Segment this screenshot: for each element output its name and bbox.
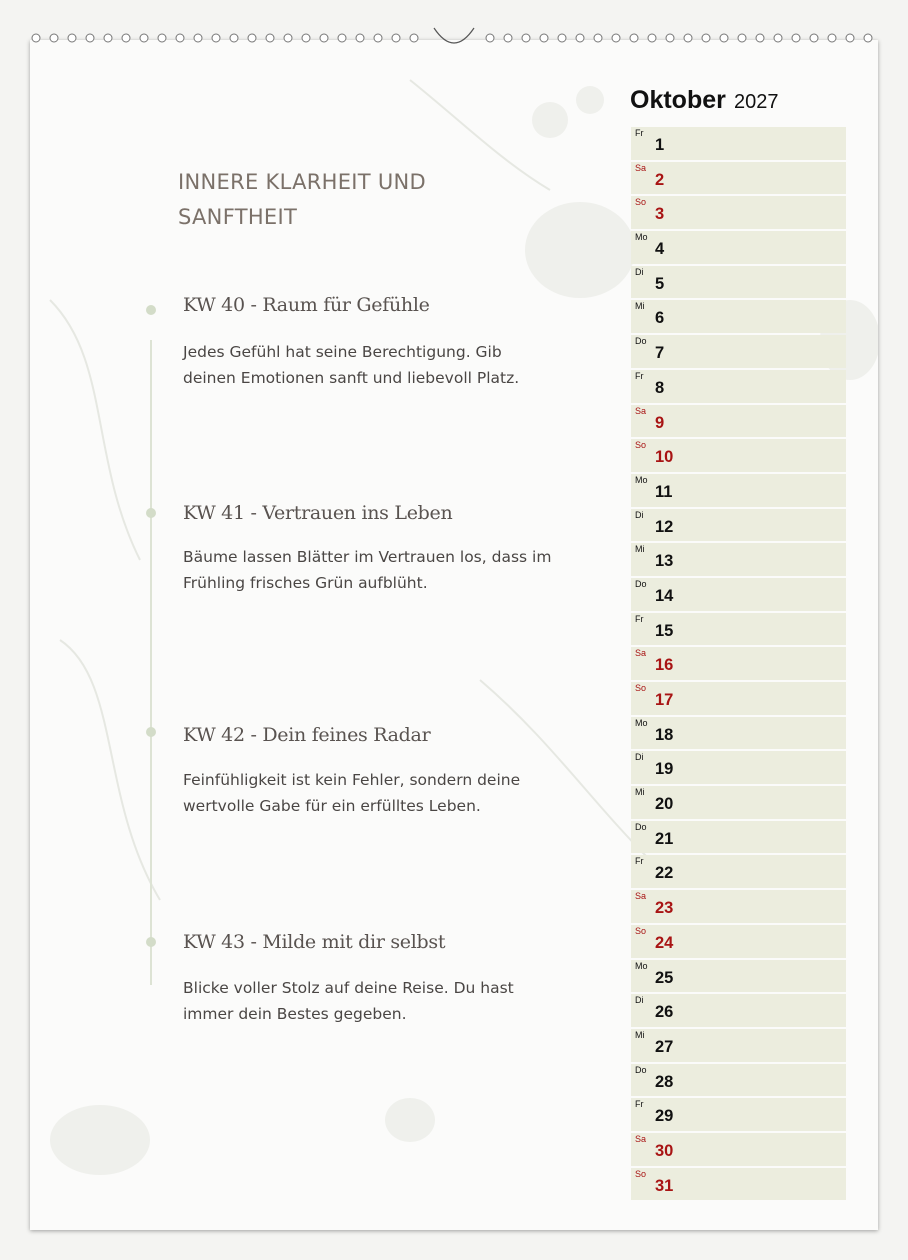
day-abbr: Fr (635, 128, 644, 138)
day-row (631, 1098, 846, 1131)
day-abbr: Mo (635, 232, 648, 243)
day-abbr: Mi (635, 301, 645, 312)
day-row (631, 335, 846, 368)
day-number: 15 (655, 621, 674, 640)
day-abbr: Sa (635, 891, 647, 902)
day-list (631, 127, 846, 1202)
day-abbr: Do (635, 336, 647, 347)
day-number: 1 (655, 136, 665, 154)
day-row (631, 960, 846, 993)
day-row (631, 405, 846, 438)
binding-rings (0, 20, 908, 60)
page-headline: INNERE KLARHEIT UND SANFTHEIT (178, 170, 427, 229)
day-row (631, 1029, 846, 1062)
day-number: 29 (655, 1107, 674, 1126)
day-row (631, 1064, 846, 1097)
day-number: 22 (655, 864, 674, 883)
day-number: 4 (655, 240, 665, 259)
day-abbr: Do (635, 578, 647, 589)
week-text: Feinfühligkeit ist kein Fehler, sondern deine wertvolle Gabe für ein erfülltes Leben. (183, 771, 521, 815)
timeline-dot (146, 727, 156, 737)
day-row (631, 370, 846, 403)
day-number: 6 (655, 309, 665, 328)
day-abbr: Fr (635, 1099, 644, 1110)
month-header (630, 86, 778, 115)
day-abbr: So (635, 440, 647, 451)
day-number: 2 (655, 170, 665, 189)
day-row (631, 647, 846, 680)
day-row (631, 474, 846, 507)
day-abbr: Sa (635, 162, 647, 173)
timeline-dot (146, 508, 156, 518)
day-number: 7 (655, 344, 665, 363)
day-abbr: Mi (635, 787, 645, 798)
day-row (631, 925, 846, 958)
day-abbr: Do (635, 821, 647, 832)
day-number: 10 (655, 448, 674, 467)
day-abbr: Mo (635, 474, 648, 485)
day-abbr: Fr (635, 370, 644, 381)
day-number: 30 (655, 1141, 674, 1160)
day-abbr: Fr (635, 613, 644, 624)
day-row (631, 855, 846, 888)
day-abbr: Di (635, 995, 644, 1006)
day-abbr: So (635, 925, 647, 936)
week-title: KW 41 - Vertrauen ins Leben (183, 502, 453, 524)
day-abbr: Di (635, 509, 644, 520)
day-number: 24 (655, 933, 674, 952)
day-number: 3 (655, 205, 665, 224)
month-year: 2027 (733, 91, 779, 113)
day-row (631, 543, 846, 576)
day-row (631, 613, 846, 646)
day-number: 31 (655, 1176, 674, 1195)
day-abbr: Mo (635, 960, 648, 971)
day-number: 25 (655, 968, 674, 987)
day-number: 14 (655, 586, 674, 605)
week-text: Blicke voller Stolz auf deine Reise. Du hast immer dein Bestes gegeben. (183, 979, 514, 1023)
day-row (631, 1168, 846, 1201)
week-title: KW 40 - Raum für Gefühle (183, 294, 430, 316)
timeline-dot (146, 305, 156, 315)
day-row (631, 231, 846, 264)
week-text: Jedes Gefühl hat seine Berechtigung. Gib deinen Emotionen sanft und liebevoll Platz. (183, 343, 520, 387)
day-number: 11 (655, 482, 673, 501)
day-abbr: Sa (635, 405, 647, 416)
timeline-line (150, 340, 152, 985)
day-row (631, 821, 846, 854)
week-title: KW 42 - Dein feines Radar (183, 724, 431, 746)
day-number: 23 (655, 899, 674, 918)
day-row (631, 439, 846, 472)
day-row (631, 890, 846, 923)
week-title: KW 43 - Milde mit dir selbst (183, 931, 446, 953)
day-number: 12 (655, 517, 674, 536)
day-abbr: Di (635, 266, 644, 277)
day-number: 21 (655, 829, 674, 848)
day-number: 28 (655, 1072, 674, 1091)
month-name: Oktober (630, 86, 726, 114)
day-row (631, 300, 846, 333)
day-row (631, 196, 846, 229)
day-abbr: Mi (635, 1029, 645, 1040)
day-row (631, 578, 846, 611)
day-row (631, 682, 846, 715)
day-number: 20 (655, 795, 674, 814)
day-number: 16 (655, 656, 674, 675)
day-number: 13 (655, 552, 674, 571)
day-number: 5 (655, 274, 665, 293)
day-number: 18 (655, 725, 674, 744)
day-number: 9 (655, 413, 665, 432)
timeline-dot (146, 937, 156, 947)
day-abbr: So (635, 1168, 647, 1179)
day-abbr: Di (635, 752, 644, 763)
day-abbr: So (635, 683, 647, 693)
day-number: 26 (655, 1003, 674, 1022)
day-row (631, 127, 846, 160)
day-row (631, 266, 846, 299)
day-abbr: Sa (635, 648, 647, 659)
day-row (631, 994, 846, 1027)
day-row (631, 751, 846, 784)
day-abbr: Mi (635, 544, 645, 555)
day-number: 27 (655, 1037, 674, 1056)
day-number: 19 (655, 760, 674, 779)
day-abbr: Sa (635, 1133, 647, 1144)
day-abbr: Do (635, 1064, 647, 1075)
day-row (631, 717, 846, 750)
day-abbr: Mo (635, 717, 648, 728)
day-abbr: Fr (635, 856, 644, 867)
day-row (631, 1133, 846, 1166)
day-number: 8 (655, 378, 665, 397)
week-text: Bäume lassen Blätter im Vertrauen los, dass im Frühling frisches Grün aufblüht. (183, 548, 552, 592)
day-row (631, 786, 846, 819)
day-row (631, 509, 846, 542)
day-abbr: So (635, 197, 647, 208)
day-row (631, 162, 846, 195)
day-number: 17 (655, 691, 674, 709)
